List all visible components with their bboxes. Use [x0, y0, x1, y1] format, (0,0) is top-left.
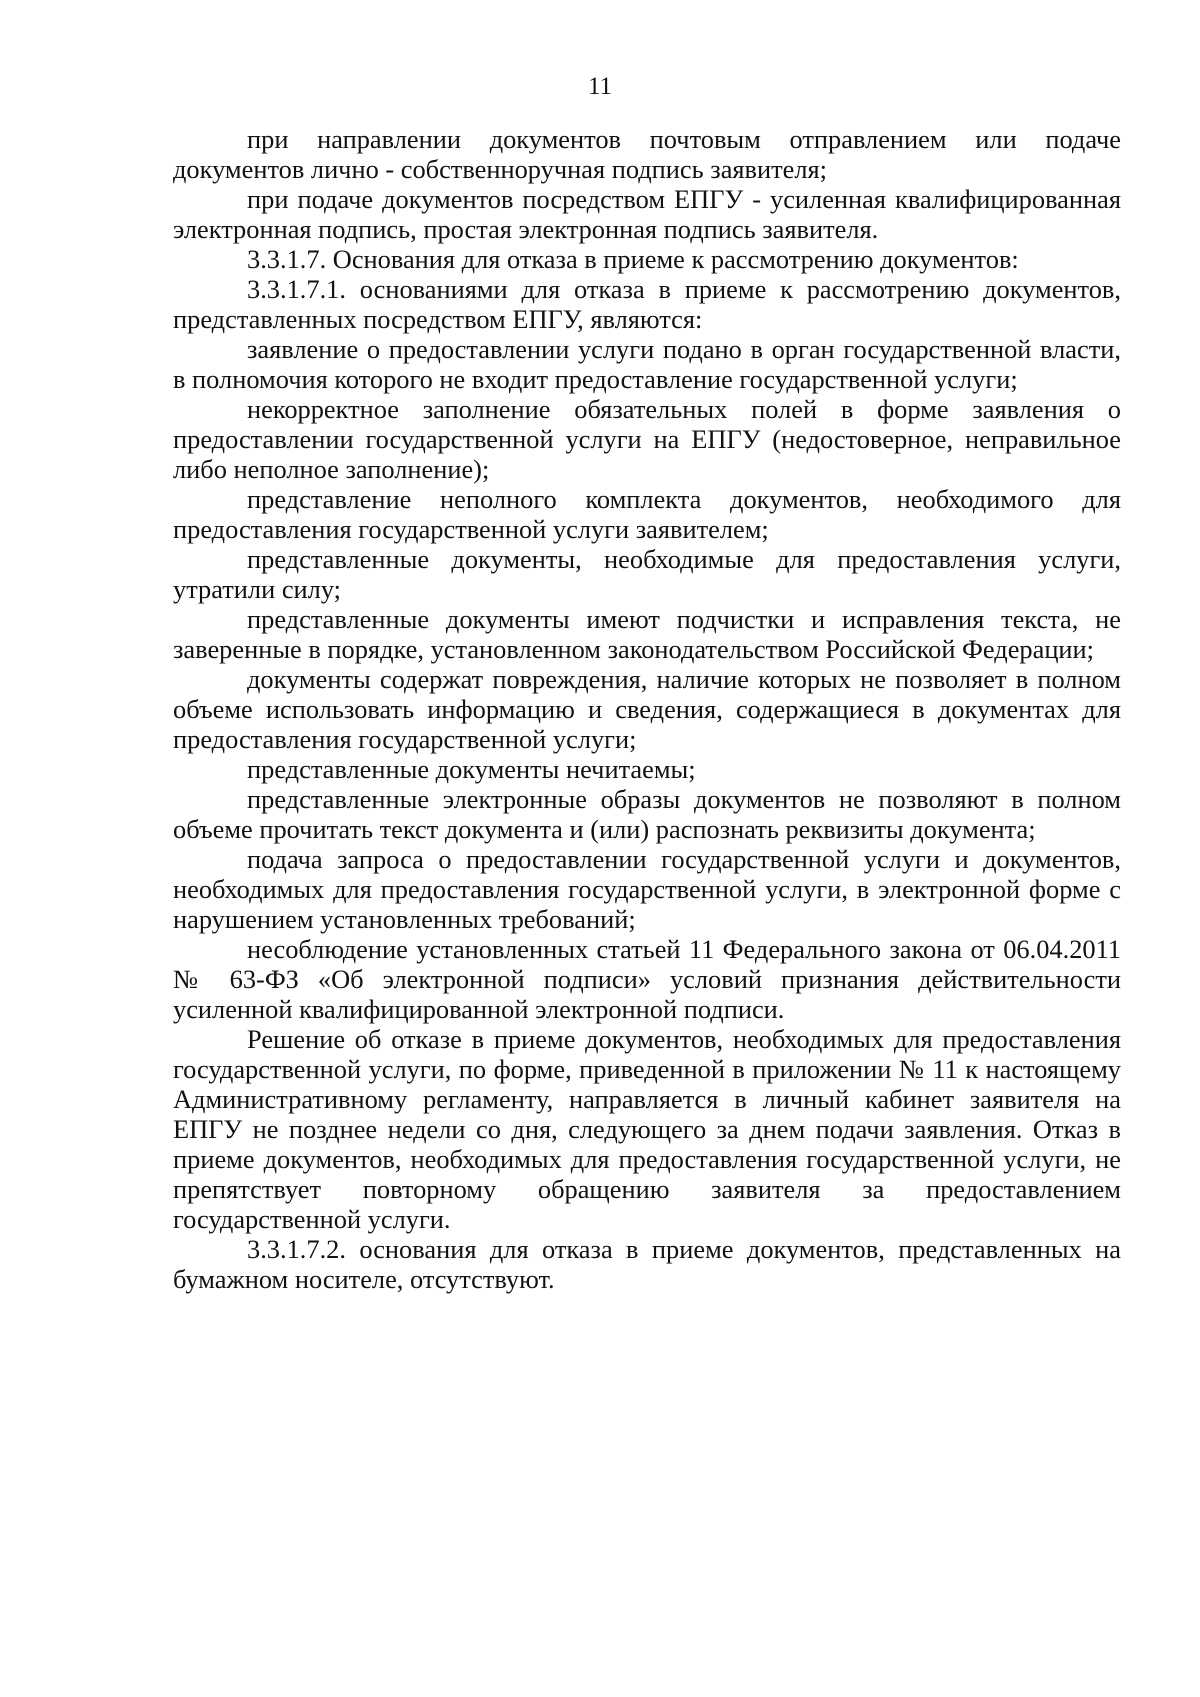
- paragraph: представленные электронные образы документов не позволяют в полном объеме прочитать текст документа и (или) распознать реквизиты документа;: [173, 784, 1121, 844]
- paragraph: представленные документы, необходимые для предоставления услуги, утратили силу;: [173, 544, 1121, 604]
- paragraph: при направлении документов почтовым отправлением или подаче документов лично - собственноручная подпись заявителя;: [173, 124, 1121, 184]
- paragraph: несоблюдение установленных статьей 11 Федерального закона от 06.04.2011 № 63-ФЗ «Об электронной подписи» условий признания действительности усиленной квалифицированной электронной подписи.: [173, 934, 1121, 1024]
- page-number: 11: [587, 73, 613, 100]
- paragraph: 3.3.1.7.2. основания для отказа в приеме документов, представленных на бумажном носителе, отсутствуют.: [173, 1234, 1121, 1294]
- paragraph: 3.3.1.7. Основания для отказа в приеме к рассмотрению документов:: [247, 244, 1019, 274]
- paragraph: при подаче документов посредством ЕПГУ - усиленная квалифицированная электронная подпись, простая электронная подпись заявителя.: [173, 184, 1121, 244]
- paragraph: Решение об отказе в приеме документов, необходимых для предоставления государственной услуги, по форме, приведенной в приложении № 11 к настоящему Административному регламенту, направляется в личный кабинет заявителя на ЕПГУ не позднее недели со дня, следующего за днем подачи заявления. Отказ в приеме документов, необходимых для предоставления государственной услуги, не препятствует повторному обращению заявителя за предоставлением государственной услуги.: [173, 1024, 1121, 1234]
- paragraph: 3.3.1.7.1. основаниями для отказа в приеме к рассмотрению документов, представленных посредством ЕПГУ, являются:: [173, 274, 1121, 334]
- paragraph: представленные документы имеют подчистки и исправления текста, не заверенные в порядке, установленном законодательством Российской Федерации;: [173, 604, 1121, 664]
- paragraph: подача запроса о предоставлении государственной услуги и документов, необходимых для предоставления государственной услуги, в электронной форме с нарушением установленных требований;: [173, 844, 1121, 934]
- paragraph: представленные документы нечитаемы;: [247, 754, 696, 784]
- paragraph: представление неполного комплекта документов, необходимого для предоставления государственной услуги заявителем;: [173, 484, 1121, 544]
- paragraph: некорректное заполнение обязательных полей в форме заявления о предоставлении государственной услуги на ЕПГУ (недостоверное, неправильное либо неполное заполнение);: [173, 394, 1121, 484]
- paragraph: заявление о предоставлении услуги подано в орган государственной власти, в полномочия которого не входит предоставление государственной услуги;: [173, 334, 1121, 394]
- paragraph: документы содержат повреждения, наличие которых не позволяет в полном объеме использовать информацию и сведения, содержащиеся в документах для предоставления государственной услуги;: [173, 664, 1121, 754]
- document-body: [173, 124, 1121, 1294]
